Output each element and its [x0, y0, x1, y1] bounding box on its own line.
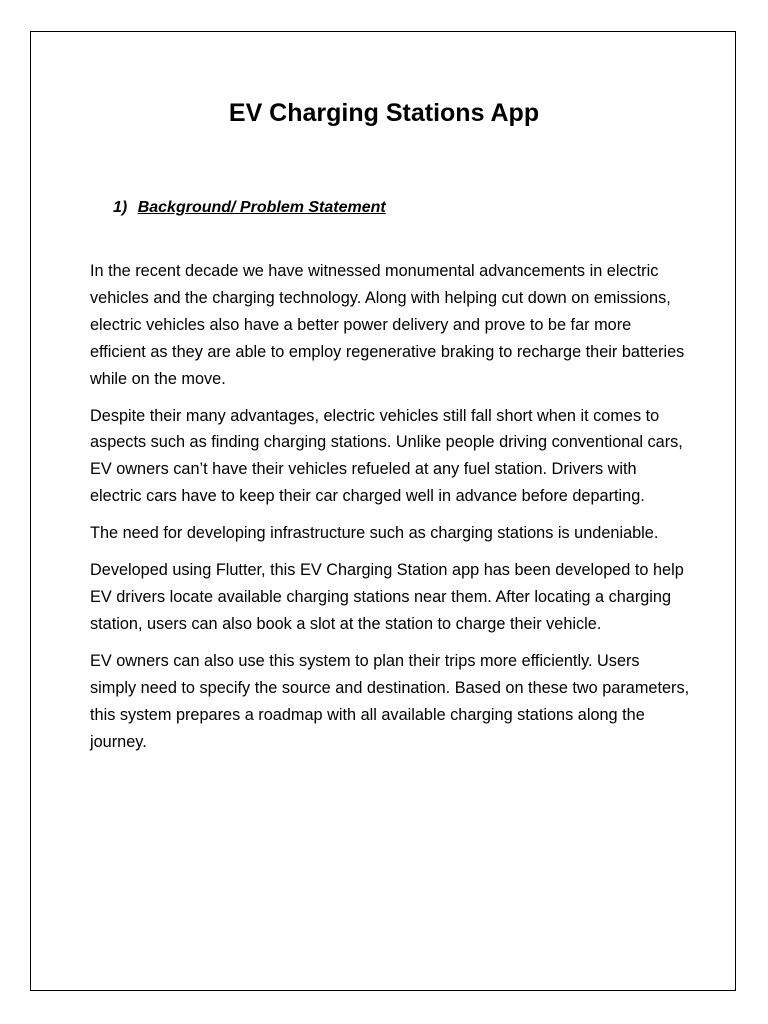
section-heading: [113, 196, 386, 220]
body-text: [90, 258, 690, 765]
document-title: EV Charging Stations App: [228, 99, 540, 127]
paragraph: Despite their many advantages, electric vehicles still fall short when it comes to aspects such as finding charging stations. Unlike people driving conventional cars, EV owners can’t have their vehicles refueled at any fuel station. Drivers with electric cars have to keep their car charged well in advance before departing.: [90, 406, 683, 506]
paragraph: EV owners can also use this system to plan their trips more efficiently. Users simply need to specify the source and destination. Based on these two parameters, this system prepares a roadmap with all available charging stations along the journey.: [90, 651, 690, 751]
paragraph: In the recent decade we have witnessed monumental advancements in electric vehicles and the charging technology. Along with helping cut down on emissions, electric vehicles also have a better power delivery and prove to be far more efficient as they are able to employ regenerative braking to recharge their batteries while on the move.: [90, 262, 685, 388]
paragraph: The need for developing infrastructure such as charging stations is undeniable.: [90, 524, 659, 543]
paragraph: Developed using Flutter, this EV Charging Station app has been developed to help EV drivers locate available charging stations near them. After locating a charging station, users can also book a slot at the station to charge their vehicle.: [90, 561, 684, 633]
section-number: 1): [113, 199, 128, 216]
section-heading-text: Background/ Problem Statement: [137, 199, 386, 216]
